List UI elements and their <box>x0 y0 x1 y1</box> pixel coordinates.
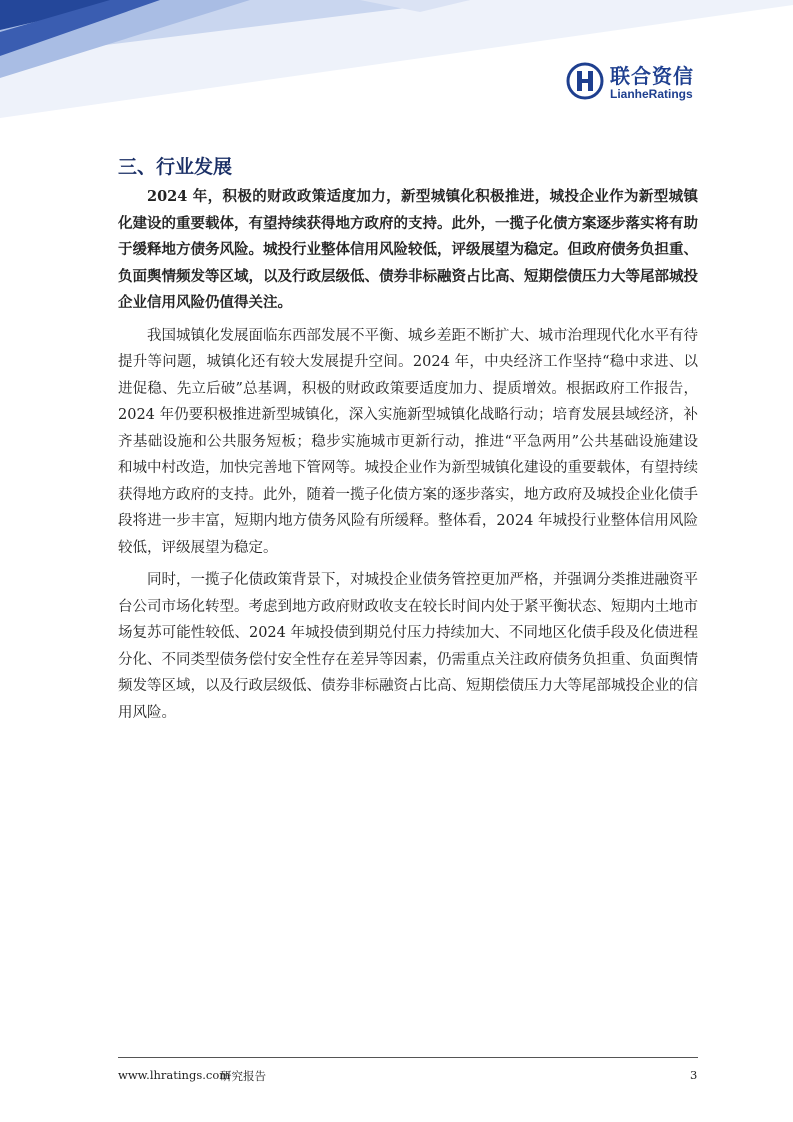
body-text <box>118 184 698 732</box>
summary-paragraph: 2024 年，积极的财政政策适度加力，新型城镇化积极推进，城投企业作为新型城镇化建设的重要载体，有望持续获得地方政府的支持。此外，一揽子化债方案逐步落实将有助于缓释地方债务风险。城投行业整体信用风险较低，评级展望为稳定。但政府债务负担重、负面舆情频发等区域，以及行政层级低、债券非标融资占比高、短期偿债压力大等尾部城投企业信用风险仍值得关注。 <box>118 188 698 311</box>
footer-website-link[interactable]: www.lhratings.com <box>118 1068 231 1082</box>
footer-divider <box>118 1057 698 1058</box>
page-number: 3 <box>690 1068 698 1082</box>
body-paragraph: 我国城镇化发展面临东西部发展不平衡、城乡差距不断扩大、城市治理现代化水平有待提升等问题，城镇化还有较大发展提升空间。2024 年，中央经济工作坚持“稳中求进、以进促稳、先立后破”总基调，积极的财政政策要适度加力、提质增效。根据政府工作报告，2024 年仍要积极推进新型城镇化，深入实施新型城镇化战略行动；培育发展县域经济，补齐基础设施和公共服务短板；稳步实施城市更新行动，推进“平急两用”公共基础设施建设和城中村改造，加快完善地下管网等。城投企业作为新型城镇化建设的重要载体，有望持续获得地方政府的支持。此外，随着一揽子化债方案的逐步落实，地方政府及城投企业化债手段将进一步丰富，短期内地方债务风险有所缓释。整体看，2024 年城投行业整体信用风险较低，评级展望为稳定。 <box>118 327 698 556</box>
body-paragraph: 同时，一揽子化债政策背景下，对城投企业债务管控更加严格，并强调分类推进融资平台公司市场化转型。考虑到地方政府财政收支在较长时间内处于紧平衡状态、短期内土地市场复苏可能性较低、2024 年城投债到期兑付压力持续加大、不同地区化债手段及化债进程分化、不同类型债务偿付安全性存在差异等因素，仍需重点关注政府债务负担重、负面舆情频发等区域，以及行政层级低、债券非标融资占比高、短期偿债压力大等尾部城投企业的信用风险。 <box>118 572 698 721</box>
section-title: 三、行业发展 <box>118 156 233 178</box>
logo-chinese-name: 联合资信 <box>610 64 694 88</box>
lianhe-logo-icon <box>566 62 604 100</box>
lianhe-logo <box>566 60 726 104</box>
logo-english-name: LianheRatings <box>610 87 693 101</box>
footer-report-label: 研究报告 <box>220 1069 266 1083</box>
